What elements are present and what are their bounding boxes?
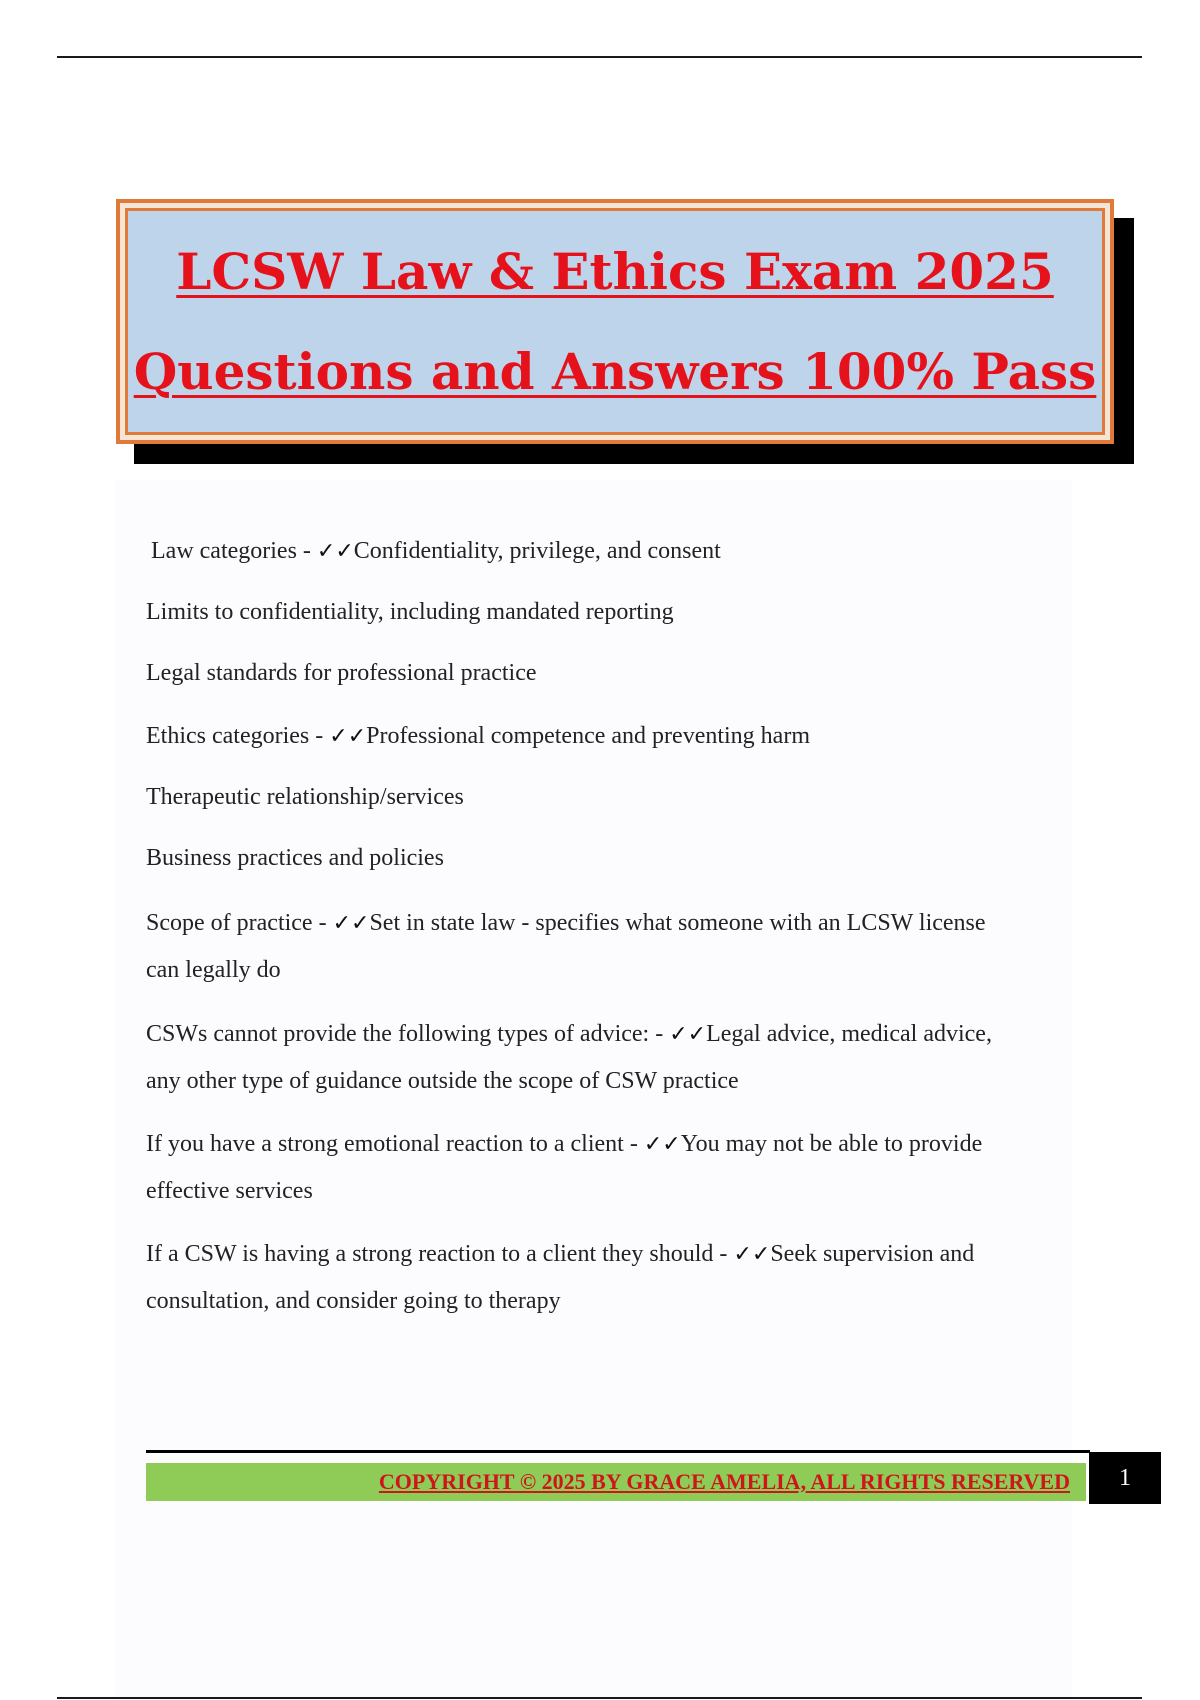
qa-answer: You may not be able to provide [680,1131,983,1157]
footer-rule [146,1450,1090,1453]
qa-answer: Seek supervision and [770,1241,975,1267]
qa-question: If a CSW is having a strong reaction to a client they should - [146,1241,734,1267]
qa-item-therapeutic [146,774,464,820]
qa-answer: Set in state law - specifies what someone with an LCSW license [369,910,986,936]
double-check-icon: ✓✓ [669,1022,707,1047]
qa-item-legal-standards [146,650,537,696]
qa-item-advice [146,1011,992,1104]
title-box-inner [125,208,1105,435]
qa-question: Law categories - [151,538,317,564]
double-check-icon: ✓✓ [643,1132,681,1157]
copyright-notice: COPYRIGHT © 2025 BY GRACE AMELIA, ALL RIGHTS RESERVED [378,1469,1070,1494]
double-check-icon: ✓✓ [316,539,354,564]
qa-item-limits [146,589,674,635]
qa-text: Legal standards for professional practice [146,660,537,686]
double-check-icon: ✓✓ [733,1242,771,1267]
qa-answer: Legal advice, medical advice, [706,1021,992,1047]
qa-item-ethics-categories [146,713,810,760]
top-rule [57,56,1142,58]
qa-answer: Confidentiality, privilege, and consent [353,538,721,564]
title-line-1: LCSW Law & Ethics Exam 2025 [176,241,1054,301]
bottom-rule [57,1697,1142,1699]
page-number [1089,1452,1161,1504]
qa-answer-continuation: consultation, and consider going to therapy [146,1288,561,1314]
qa-answer: Professional competence and preventing harm [366,723,810,749]
double-check-icon: ✓✓ [332,911,370,936]
qa-item-scope [146,900,986,993]
qa-question: Scope of practice - [146,910,333,936]
qa-item-strong-reaction [146,1231,974,1324]
qa-item-emotional-reaction [146,1121,982,1214]
qa-text: Business practices and policies [146,845,444,871]
qa-item-business [146,835,444,881]
qa-text: Therapeutic relationship/services [146,784,464,810]
double-check-icon: ✓✓ [329,724,367,749]
qa-answer-continuation: any other type of guidance outside the scope of CSW practice [146,1068,739,1094]
qa-answer-continuation: can legally do [146,957,281,983]
footer-bar [146,1463,1086,1501]
qa-item-law-categories [151,528,721,575]
qa-question: If you have a strong emotional reaction to a client - [146,1131,644,1157]
qa-answer-continuation: effective services [146,1178,313,1204]
qa-text: Limits to confidentiality, including mandated reporting [146,599,674,625]
title-line-2: Questions and Answers 100% Pass [133,341,1097,401]
title-box [116,199,1114,444]
qa-question: Ethics categories - [146,723,330,749]
page-number-label: 1 [1119,1464,1131,1491]
qa-question: CSWs cannot provide the following types of advice: - [146,1021,670,1047]
